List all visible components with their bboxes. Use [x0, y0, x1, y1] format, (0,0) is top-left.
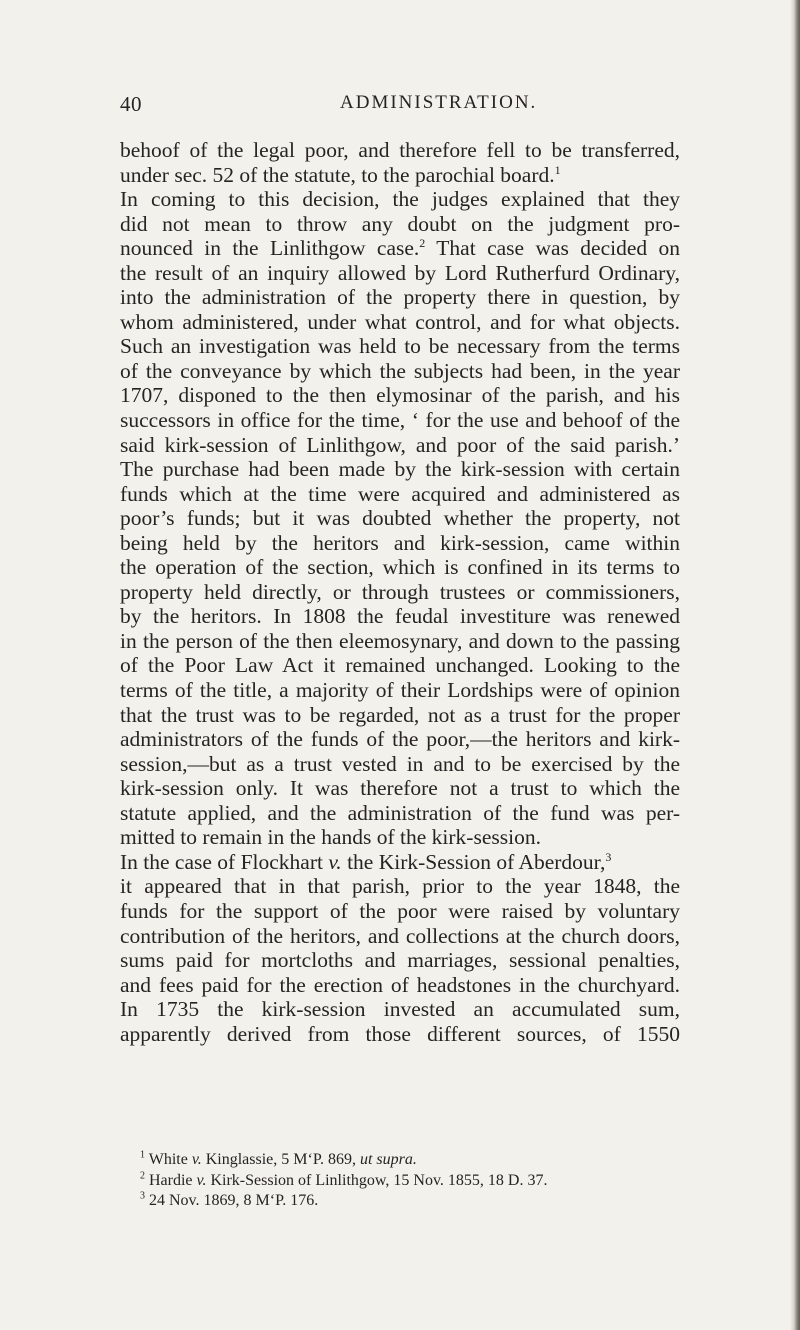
text-line: being held by the heritors and kirk-session, came within	[120, 530, 680, 555]
text-line: behoof of the legal poor, and therefore fell to be transferred,	[120, 138, 680, 162]
page-edge-shadow	[790, 0, 800, 1330]
text-line: contribution of the heritors, and collections at the church doors,	[120, 923, 680, 948]
text-line: Such an investigation was held to be necessary from the terms	[120, 334, 680, 359]
text-line: The purchase had been made by the kirk-session with certain	[120, 457, 680, 482]
text-line: apparently derived from those different sources, of 1550	[120, 1021, 680, 1046]
text-line: under sec. 52 of the statute, to the parochial board.$^1$	[120, 162, 561, 187]
page-header	[120, 92, 720, 122]
text-line: whom administered, under what control, and for what objects.	[120, 309, 680, 334]
text-line: nounced in the Linlithgow case.$^2$ That case was decided on	[120, 236, 681, 261]
text-line: sums paid for mortcloths and marriages, sessional penalties,	[120, 948, 680, 973]
text-line: funds for the support of the poor were raised by voluntary	[120, 898, 680, 923]
text-line: that the trust was to be regarded, not as a trust for the proper	[120, 702, 680, 727]
text-line: in the person of the then eleemosynary, and down to the passing	[120, 628, 680, 653]
footnote-ref[interactable]: 1	[554, 162, 561, 177]
text-line: administrators of the funds of the poor,—the heritors and kirk-	[120, 727, 680, 752]
text-line: did not mean to throw any doubt on the judgment pro-	[120, 211, 680, 236]
text-line: 1707, disponed to the then elymosinar of the parish, and his	[120, 383, 680, 408]
page-number: 40	[120, 92, 142, 116]
footnote-ref[interactable]: 2	[419, 236, 426, 251]
text-line: In the case of Flockhart v. the Kirk-Session of Aberdour,$^3$	[120, 849, 612, 874]
footnotes	[120, 1150, 680, 1212]
text-line: property held directly, or through trustees or commissioners,	[120, 579, 680, 604]
text-line: kirk-session only. It was therefore not a trust to which the	[120, 776, 680, 801]
footnote-3: $^3$ 24 Nov. 1869, 8 M‘P. 176.	[140, 1190, 319, 1209]
body-text	[120, 138, 680, 1046]
text-line: said kirk-session of Linlithgow, and poor of the said parish.’	[120, 432, 680, 457]
running-head: ADMINISTRATION.	[340, 92, 538, 113]
text-line: session,—but as a trust vested in and to be exercised by the	[120, 751, 680, 776]
versus-italic: v.	[328, 849, 342, 874]
text-line: it appeared that in that parish, prior to the year 1848, the	[120, 874, 680, 899]
footnote-1: $^1$ White v. Kinglassie, 5 M‘P. 869, ut supra.	[140, 1149, 417, 1168]
text-line: the operation of the section, which is confined in its terms to	[120, 555, 680, 580]
text-line: poor’s funds; but it was doubted whether the property, not	[120, 506, 680, 531]
text-line: terms of the title, a majority of their Lordships were of opinion	[120, 678, 680, 703]
text-line: into the administration of the property there in question, by	[120, 285, 680, 310]
text-line: the result of an inquiry allowed by Lord Rutherfurd Ordinary,	[120, 260, 680, 285]
text-line: and fees paid for the erection of headstones in the churchyard.	[120, 972, 680, 997]
text-line: successors in office for the time, ‘ for the use and behoof of the	[120, 408, 680, 433]
footnote-2: $^2$ Hardie v. Kirk-Session of Linlithgow, 15 Nov. 1855, 18 D. 37.	[140, 1170, 548, 1189]
text-line: mitted to remain in the hands of the kirk-session.	[120, 825, 541, 850]
text-line: funds which at the time were acquired and administered as	[120, 481, 680, 506]
text-line: by the heritors. In 1808 the feudal investiture was renewed	[120, 604, 680, 629]
text-line: In 1735 the kirk-session invested an accumulated sum,	[120, 997, 680, 1022]
text-line: of the conveyance by which the subjects had been, in the year	[120, 358, 680, 383]
footnote-ref[interactable]: 3	[605, 849, 612, 864]
text-line: statute applied, and the administration of the fund was per-	[120, 800, 680, 825]
text-line: In coming to this decision, the judges explained that they	[120, 187, 680, 212]
text-line: of the Poor Law Act it remained unchanged. Looking to the	[120, 653, 680, 678]
